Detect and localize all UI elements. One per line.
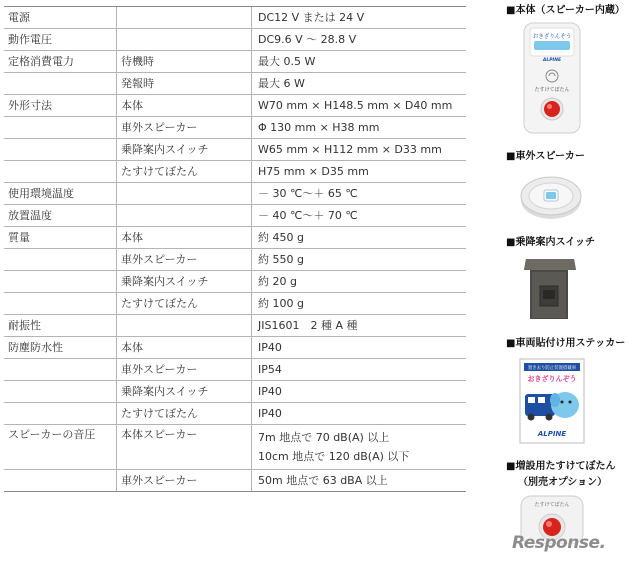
spec-sublabel: [117, 183, 252, 205]
spec-label: 外形寸法: [4, 95, 117, 117]
spec-value: 約 550 g: [252, 249, 467, 271]
spec-label: [4, 359, 117, 381]
spec-label: 耐振性: [4, 315, 117, 337]
spec-sublabel: 本体: [117, 227, 252, 249]
spec-label: 動作電圧: [4, 29, 117, 51]
spec-label: [4, 161, 117, 183]
spec-label: [4, 293, 117, 315]
table-row: [4, 161, 466, 183]
spec-label: 放置温度: [4, 205, 117, 227]
caption-main-unit: ■本体（スピーカー内蔵）: [506, 5, 625, 16]
table-row: [4, 425, 466, 470]
table-row: [4, 73, 466, 95]
sticker-brand: ALPINE: [537, 430, 567, 438]
table-row: [4, 249, 466, 271]
spec-value: IP40: [252, 403, 467, 425]
table-row: [4, 95, 466, 117]
spec-value-line: 10cm 地点で 120 dB(A) 以下: [258, 450, 410, 463]
spec-value: JIS1601 2 種 A 種: [252, 315, 467, 337]
table-row: [4, 183, 466, 205]
spec-sublabel: 本体: [117, 337, 252, 359]
spec-sublabel: 車外スピーカー: [117, 470, 252, 492]
table-row: [4, 29, 466, 51]
spec-sublabel: たすけてぼたん: [117, 293, 252, 315]
spec-label: [4, 117, 117, 139]
spec-sublabel: たすけてぼたん: [117, 403, 252, 425]
spec-label: [4, 249, 117, 271]
main-unit-screen-text: おきざりんぞう: [532, 34, 572, 40]
sticker-line2: おきざりんぞう: [527, 375, 577, 383]
spec-label: [4, 381, 117, 403]
spec-value: DC12 V または 24 V: [252, 7, 467, 29]
spec-value: 最大 6 W: [252, 73, 467, 95]
spec-value: H75 mm × D35 mm: [252, 161, 467, 183]
spec-value: 50m 地点で 63 dBA 以上: [252, 470, 467, 492]
spec-sublabel: 車外スピーカー: [117, 359, 252, 381]
spec-label: 使用環境温度: [4, 183, 117, 205]
spec-sublabel: [117, 29, 252, 51]
spec-sublabel: 乗降案内スイッチ: [117, 381, 252, 403]
help-button-label: たすけてぼたん: [534, 502, 570, 508]
vehicle-sticker-image: [519, 358, 585, 444]
spec-value: － 40 ℃～＋ 70 ℃: [252, 205, 467, 227]
main-unit-panel-text: たすけてぼたん: [534, 87, 570, 93]
table-row: [4, 7, 466, 29]
spec-label: 質量: [4, 227, 117, 249]
spec-label: [4, 139, 117, 161]
sticker-line1: 置き去り防止装置搭載車: [527, 366, 577, 372]
spec-sublabel: [117, 7, 252, 29]
spec-label: 電源: [4, 7, 117, 29]
spec-value: 約 20 g: [252, 271, 467, 293]
spec-table: [4, 6, 466, 492]
spec-sublabel: たすけてぼたん: [117, 161, 252, 183]
table-row: [4, 227, 466, 249]
caption-switch: ■乗降案内スイッチ: [506, 237, 596, 248]
spec-sublabel: 車外スピーカー: [117, 249, 252, 271]
caption-button: ■増設用たすけてぼたん: [506, 461, 616, 472]
table-row: [4, 205, 466, 227]
spec-value: IP54: [252, 359, 467, 381]
spec-label: 防塵防水性: [4, 337, 117, 359]
spec-value-line: 7m 地点で 70 dB(A) 以上: [258, 431, 390, 444]
spec-value: 約 100 g: [252, 293, 467, 315]
watermark-logo: Response.: [512, 533, 606, 553]
spec-value: DC9.6 V ～ 28.8 V: [252, 29, 467, 51]
spec-value: W65 mm × H112 mm × D33 mm: [252, 139, 467, 161]
spec-sublabel: 本体: [117, 95, 252, 117]
table-row: [4, 381, 466, 403]
spec-sublabel: 乗降案内スイッチ: [117, 139, 252, 161]
spec-sublabel: 乗降案内スイッチ: [117, 271, 252, 293]
main-unit-image: [522, 22, 584, 136]
spec-value: 最大 0.5 W: [252, 51, 467, 73]
table-row: [4, 139, 466, 161]
boarding-switch-image: [522, 256, 580, 322]
spec-value: Φ 130 mm × H38 mm: [252, 117, 467, 139]
table-row: [4, 337, 466, 359]
external-speaker-image: [517, 170, 585, 222]
table-row: [4, 315, 466, 337]
table-row: [4, 403, 466, 425]
table-row: [4, 470, 466, 492]
spec-value: 約 450 g: [252, 227, 467, 249]
spec-label: [4, 73, 117, 95]
table-row: [4, 51, 466, 73]
spec-label: 定格消費電力: [4, 51, 117, 73]
spec-label: スピーカーの音圧: [4, 425, 117, 470]
spec-value: IP40: [252, 337, 467, 359]
spec-label: [4, 403, 117, 425]
spec-sublabel: 車外スピーカー: [117, 117, 252, 139]
caption-sticker: ■車両貼付け用ステッカー: [506, 338, 626, 349]
spec-sublabel: 待機時: [117, 51, 252, 73]
table-row: [4, 359, 466, 381]
spec-value: IP40: [252, 381, 467, 403]
main-unit-brand: ALPINE: [542, 58, 562, 63]
table-row: [4, 117, 466, 139]
spec-sublabel: [117, 205, 252, 227]
spec-value: － 30 ℃～＋ 65 ℃: [252, 183, 467, 205]
caption-button-optional: （別売オプション）: [518, 477, 608, 488]
table-row: [4, 293, 466, 315]
spec-sublabel: 本体スピーカー: [117, 425, 252, 470]
spec-sublabel: 発報時: [117, 73, 252, 95]
table-row: [4, 271, 466, 293]
spec-label: [4, 271, 117, 293]
spec-value-multiline: [252, 425, 467, 470]
spec-label: [4, 470, 117, 492]
caption-speaker: ■車外スピーカー: [506, 151, 585, 162]
spec-sublabel: [117, 315, 252, 337]
spec-value: W70 mm × H148.5 mm × D40 mm: [252, 95, 467, 117]
